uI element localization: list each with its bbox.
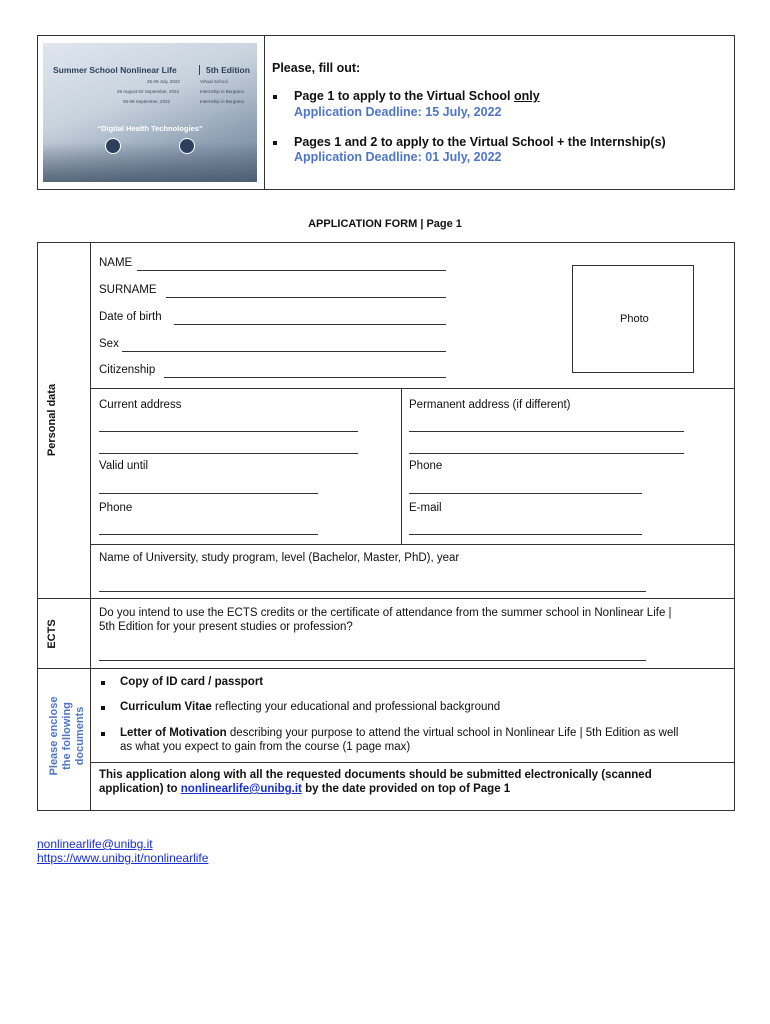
document-item-cv [120,701,500,713]
side-column-divider [90,242,91,811]
university-row-divider [90,544,735,545]
instruction-item-1-text: Page 1 to apply to the Virtual School [294,89,514,103]
current-address-label: Current address [99,399,182,411]
bullet-icon [101,732,105,736]
note-row-divider [90,762,735,763]
summer-school-banner [43,43,257,182]
banner-type-3: Internship in Bergamo [200,99,245,104]
permanent-address-field-1[interactable] [409,431,684,432]
bullet-icon [273,141,277,145]
university-label: Name of University, study program, level (Bachelor, Master, PhD), year [99,552,460,564]
name-field[interactable] [137,270,446,271]
documents-side-label-3: documents [74,706,86,766]
bullet-icon [101,706,105,710]
page-title: APPLICATION FORM | Page 1 [308,218,462,230]
ects-question-line-2: 5th Edition for your present studies or profession? [99,621,353,633]
banner-date-1: 25-29 July, 2022 [147,79,180,84]
document-item-cv-title: Curriculum Vitae [120,701,212,713]
phone-permanent-label: Phone [409,460,443,472]
dob-label: Date of birth [99,311,162,323]
instructions-heading: Please, fill out: [272,61,361,75]
email-label: E-mail [409,502,442,514]
university-field[interactable] [99,591,646,592]
phone-current-field[interactable] [99,534,318,535]
document-item-motivation-text: describing your purpose to attend the virtual school in Nonlinear Life | 5th Edition as well [226,727,679,739]
banner-date-2: 29 August-02 September, 2022 [117,89,180,94]
instruction-item-2: Pages 1 and 2 to apply to the Virtual School + the Internship(s) [294,135,666,149]
footer-email-link[interactable]: nonlinearlife@unibg.it [37,837,153,851]
submission-note-line-2 [99,783,510,795]
header-divider [264,35,265,190]
form-border-top [37,242,735,243]
university-seal-icon [179,138,195,154]
banner-edition: 5th Edition [199,65,250,75]
document-item-id: Copy of ID card / passport [120,676,264,688]
form-border-left [37,242,38,811]
dob-field[interactable] [174,324,446,325]
sex-field[interactable] [122,351,446,352]
banner-title: Summer School Nonlinear Life [53,65,177,75]
citizenship-label: Citizenship [99,364,156,376]
document-item-motivation [120,727,678,739]
sex-label: Sex [99,338,119,350]
form-border-right [734,242,735,811]
banner-type-1: Virtual School [200,79,228,84]
current-address-field-2[interactable] [99,453,358,454]
banner-mountains-image [43,142,257,182]
submission-email-link[interactable]: nonlinearlife@unibg.it [180,783,302,795]
valid-until-label: Valid until [99,460,149,472]
footer-website-link[interactable]: https://www.unibg.it/nonlinearlife [37,851,209,865]
bullet-icon [101,681,105,685]
deadline-1: Application Deadline: 15 July, 2022 [294,105,502,119]
instruction-item-1 [294,89,540,103]
ects-section-divider [37,598,735,599]
ects-answer-field[interactable] [99,660,646,661]
instruction-item-1-emphasis: only [513,89,540,103]
document-item-cv-text: reflecting your educational and professional background [211,701,501,713]
permanent-address-field-2[interactable] [409,453,684,454]
phone-current-label: Phone [99,502,133,514]
documents-side-label [48,681,90,791]
name-label: NAME [99,257,133,269]
document-item-motivation-title: Letter of Motivation [120,727,227,739]
banner-type-2: Internship in Bergamo [200,89,245,94]
email-field[interactable] [409,534,642,535]
current-address-field-1[interactable] [99,431,358,432]
document-item-motivation-line-2: as what you expect to gain from the course (1 page max) [120,741,411,753]
documents-section-divider [37,668,735,669]
surname-field[interactable] [166,297,446,298]
submission-note-prefix: application) to [99,783,181,795]
ects-question-line-1: Do you intend to use the ECTS credits or the certificate of attendance from the summer school in Nonlinear Life | [99,607,672,619]
address-row-divider [90,388,735,389]
banner-subtitle: “Digital Health Technologies” [97,124,203,133]
form-border-bottom [37,810,735,811]
valid-until-field[interactable] [99,493,318,494]
university-seal-icon [105,138,121,154]
personal-data-side-label: Personal data [46,383,58,457]
documents-side-label-1: Please enclose [48,696,60,776]
bullet-icon [273,95,277,99]
address-column-divider [401,388,402,544]
banner-date-3: 05-09 September, 2022 [123,99,171,104]
photo-label: Photo [620,313,649,325]
submission-note-line-1: This application along with all the requested documents should be submitted electronically (scanned [99,769,652,781]
phone-permanent-field[interactable] [409,493,642,494]
citizenship-field[interactable] [164,377,446,378]
documents-side-label-2: the following [61,702,73,770]
permanent-address-label: Permanent address (if different) [409,399,571,411]
deadline-2: Application Deadline: 01 July, 2022 [294,150,502,164]
ects-side-label: ECTS [46,619,58,649]
submission-note-suffix: by the date provided on top of Page 1 [301,783,511,795]
surname-label: SURNAME [99,284,157,296]
